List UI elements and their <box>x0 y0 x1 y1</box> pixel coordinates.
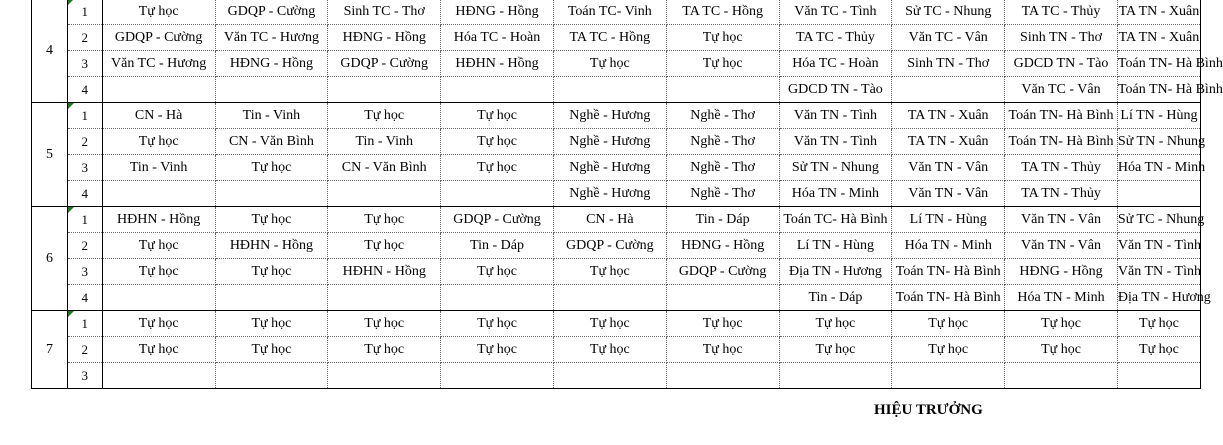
schedule-cell: Tự học <box>102 129 215 155</box>
schedule-cell: Nghề - Hương <box>553 103 666 129</box>
table-row <box>32 51 1201 77</box>
period-cell <box>67 0 102 25</box>
comment-marker-icon <box>68 103 74 109</box>
schedule-cell: HĐNG - Hồng <box>666 233 779 259</box>
schedule-cell: Tự học <box>1005 337 1118 363</box>
period-number: 3 <box>81 55 89 71</box>
schedule-cell: Toán TN- Hà Bình <box>892 285 1005 311</box>
schedule-cell: Văn TN - Tình <box>1117 259 1200 285</box>
table-row <box>32 77 1201 103</box>
schedule-cell <box>892 363 1005 389</box>
period-cell <box>67 285 102 311</box>
period-number: 1 <box>81 3 89 19</box>
schedule-cell: Tự học <box>441 129 554 155</box>
schedule-cell: Tự học <box>666 51 779 77</box>
table-row <box>32 155 1201 181</box>
schedule-cell <box>1005 363 1118 389</box>
schedule-cell: Văn TN - Vân <box>892 155 1005 181</box>
schedule-cell: Văn TN - Vân <box>1005 233 1118 259</box>
comment-marker-icon <box>68 0 74 5</box>
schedule-cell: Tự học <box>102 0 215 25</box>
schedule-cell: Toán TN- Hà Bình <box>1117 77 1200 103</box>
schedule-cell <box>1117 363 1200 389</box>
schedule-cell: Tự học <box>892 337 1005 363</box>
schedule-cell: Sử TC - Nhung <box>892 0 1005 25</box>
schedule-cell: HĐNG - Hồng <box>1005 259 1118 285</box>
schedule-cell: GDQP - Cường <box>102 25 215 51</box>
schedule-cell: Tự học <box>102 259 215 285</box>
schedule-cell <box>328 363 441 389</box>
schedule-cell: Tự học <box>328 103 441 129</box>
schedule-cell <box>328 285 441 311</box>
schedule-cell <box>1117 181 1200 207</box>
schedule-cell: HĐHN - Hồng <box>441 51 554 77</box>
schedule-cell: Sinh TN - Thơ <box>1005 25 1118 51</box>
schedule-cell: Tự học <box>328 337 441 363</box>
schedule-cell <box>441 363 554 389</box>
table-row <box>32 181 1201 207</box>
schedule-cell: Tự học <box>553 259 666 285</box>
schedule-cell: GDQP - Cường <box>441 207 554 233</box>
period-number: 2 <box>81 341 89 357</box>
schedule-cell <box>441 77 554 103</box>
schedule-cell: CN - Hà <box>102 103 215 129</box>
schedule-cell: CN - Hà <box>553 207 666 233</box>
schedule-cell: CN - Văn Bình <box>328 155 441 181</box>
schedule-cell: Hóa TC - Hoàn <box>441 25 554 51</box>
schedule-cell: HĐNG - Hồng <box>441 0 554 25</box>
schedule-cell <box>102 181 215 207</box>
schedule-cell: Toán TN- Hà Bình <box>892 259 1005 285</box>
period-number: 2 <box>81 29 89 45</box>
period-cell <box>67 337 102 363</box>
schedule-cell: GDCD TN - Tào <box>1005 51 1118 77</box>
period-cell <box>67 207 102 233</box>
schedule-cell <box>102 77 215 103</box>
period-cell <box>67 129 102 155</box>
schedule-cell: Tin - Dáp <box>779 285 892 311</box>
schedule-cell <box>102 285 215 311</box>
period-cell <box>67 155 102 181</box>
schedule-cell: TA TN - Xuân <box>1117 25 1200 51</box>
table-row <box>32 207 1201 233</box>
period-cell <box>67 77 102 103</box>
schedule-cell: Sử TN - Nhung <box>1117 129 1200 155</box>
schedule-cell: CN - Văn Bình <box>215 129 328 155</box>
schedule-cell: Toán TN- Hà Bình <box>1005 103 1118 129</box>
schedule-cell: HĐNG - Hồng <box>215 51 328 77</box>
schedule-cell: Địa TN - Hương <box>779 259 892 285</box>
schedule-cell: Sử TC - Nhung <box>1117 207 1200 233</box>
table-row <box>32 363 1201 389</box>
period-cell <box>67 25 102 51</box>
table-row <box>32 25 1201 51</box>
schedule-cell: Văn TC - Tình <box>779 0 892 25</box>
schedule-cell: TA TC - Hồng <box>553 25 666 51</box>
schedule-cell <box>215 285 328 311</box>
principal-signature-label: HIỆU TRƯỞNG <box>874 402 983 418</box>
schedule-cell: TA TN - Thủy <box>1005 181 1118 207</box>
schedule-cell: Tin - Vinh <box>215 103 328 129</box>
schedule-cell: TA TN - Xuân <box>892 129 1005 155</box>
schedule-cell: TA TN - Xuân <box>1117 0 1200 25</box>
schedule-cell: GDQP - Cường <box>215 0 328 25</box>
period-number: 3 <box>81 159 89 175</box>
schedule-cell: Tự học <box>102 311 215 337</box>
schedule-cell: Toán TN- Hà Bình <box>1005 129 1118 155</box>
schedule-cell: Văn TC - Vân <box>1005 77 1118 103</box>
schedule-cell: Tự học <box>441 155 554 181</box>
period-number: 4 <box>81 289 89 305</box>
schedule-cell: Văn TC - Vân <box>892 25 1005 51</box>
schedule-cell: Tự học <box>441 259 554 285</box>
schedule-cell <box>553 363 666 389</box>
schedule-cell: Văn TC - Hương <box>215 25 328 51</box>
timetable <box>31 0 1223 389</box>
table-row <box>32 0 1201 25</box>
schedule-cell: Hóa TN - Minh <box>1117 155 1200 181</box>
schedule-cell: Sinh TN - Thơ <box>892 51 1005 77</box>
schedule-cell: Tự học <box>666 311 779 337</box>
schedule-cell: TA TC - Hồng <box>666 0 779 25</box>
schedule-cell: Tự học <box>1117 337 1200 363</box>
schedule-cell: GDQP - Cường <box>666 259 779 285</box>
schedule-cell: Văn TC - Hương <box>102 51 215 77</box>
period-number: 2 <box>81 237 89 253</box>
table-row <box>32 259 1201 285</box>
schedule-cell: Tự học <box>892 311 1005 337</box>
schedule-cell: Tự học <box>553 337 666 363</box>
schedule-cell: Tin - Dáp <box>666 207 779 233</box>
day-cell: 7 <box>32 311 68 389</box>
schedule-cell: Văn TN - Tình <box>779 129 892 155</box>
schedule-cell: Tự học <box>328 233 441 259</box>
schedule-cell: Sinh TC - Thơ <box>328 0 441 25</box>
schedule-cell <box>666 285 779 311</box>
schedule-cell: Nghề - Thơ <box>666 103 779 129</box>
schedule-cell: Tự học <box>215 155 328 181</box>
period-cell <box>67 181 102 207</box>
period-number: 3 <box>81 367 89 383</box>
schedule-cell: Toán TN- Hà Bình <box>1117 51 1200 77</box>
schedule-cell: Hóa TN - Minh <box>779 181 892 207</box>
period-number: 2 <box>81 133 89 149</box>
schedule-cell <box>328 77 441 103</box>
schedule-cell: Hóa TN - Minh <box>1005 285 1118 311</box>
table-row <box>32 337 1201 363</box>
period-number: 1 <box>81 315 89 331</box>
schedule-cell: TA TC - Thủy <box>779 25 892 51</box>
schedule-cell: Tự học <box>215 207 328 233</box>
schedule-cell: Hóa TN - Minh <box>892 233 1005 259</box>
schedule-cell: Nghề - Thơ <box>666 129 779 155</box>
schedule-cell: Nghề - Hương <box>553 181 666 207</box>
schedule-cell: HĐHN - Hồng <box>328 259 441 285</box>
schedule-cell: Tin - Vinh <box>328 129 441 155</box>
table-row <box>32 129 1201 155</box>
schedule-cell: Tự học <box>779 337 892 363</box>
schedule-cell: Tự học <box>1005 311 1118 337</box>
period-cell <box>67 259 102 285</box>
schedule-cell: Tự học <box>215 337 328 363</box>
schedule-cell: Địa TN - Hương <box>1117 285 1200 311</box>
schedule-cell: Tự học <box>666 25 779 51</box>
period-cell <box>67 363 102 389</box>
schedule-cell: Nghề - Thơ <box>666 181 779 207</box>
period-number: 1 <box>81 107 89 123</box>
schedule-cell: TA TN - Xuân <box>892 103 1005 129</box>
schedule-cell <box>441 285 554 311</box>
schedule-cell: HĐHN - Hồng <box>102 207 215 233</box>
period-cell <box>67 51 102 77</box>
schedule-cell: Tự học <box>102 233 215 259</box>
schedule-cell <box>215 77 328 103</box>
schedule-cell <box>779 363 892 389</box>
period-cell <box>67 233 102 259</box>
comment-marker-icon <box>68 207 74 213</box>
schedule-cell: Tự học <box>215 259 328 285</box>
schedule-cell: Tự học <box>441 337 554 363</box>
table-row <box>32 233 1201 259</box>
schedule-cell <box>215 181 328 207</box>
period-cell <box>67 311 102 337</box>
schedule-cell: Văn TN - Vân <box>892 181 1005 207</box>
schedule-cell: Nghề - Thơ <box>666 155 779 181</box>
schedule-cell <box>666 77 779 103</box>
schedule-cell: Toán TC- Hà Bình <box>779 207 892 233</box>
table-row <box>32 103 1201 129</box>
period-number: 1 <box>81 211 89 227</box>
schedule-cell: Tin - Vinh <box>102 155 215 181</box>
schedule-cell: HĐNG - Hồng <box>328 25 441 51</box>
day-cell: 6 <box>32 207 68 311</box>
schedule-cell: TA TN - Thủy <box>1005 155 1118 181</box>
day-cell: 5 <box>32 103 68 207</box>
schedule-cell: Tự học <box>553 311 666 337</box>
schedule-cell: Toán TC- Vinh <box>553 0 666 25</box>
schedule-cell: Nghề - Hương <box>553 155 666 181</box>
schedule-cell: Văn TN - Vân <box>1005 207 1118 233</box>
schedule-cell: Hóa TC - Hoàn <box>779 51 892 77</box>
schedule-cell: Văn TN - Tình <box>779 103 892 129</box>
schedule-cell: Sử TN - Nhung <box>779 155 892 181</box>
day-cell: 4 <box>32 0 68 103</box>
schedule-cell: Tự học <box>441 311 554 337</box>
table-row <box>32 285 1201 311</box>
schedule-cell: Nghề - Hương <box>553 129 666 155</box>
schedule-cell: TA TC - Thủy <box>1005 0 1118 25</box>
schedule-cell: Tự học <box>779 311 892 337</box>
schedule-cell <box>553 77 666 103</box>
schedule-cell: Lí TN - Hùng <box>1117 103 1200 129</box>
schedule-cell: Tin - Dáp <box>441 233 554 259</box>
schedule-cell: HĐHN - Hồng <box>215 233 328 259</box>
schedule-cell: Tự học <box>102 337 215 363</box>
schedule-cell <box>102 363 215 389</box>
schedule-cell: Tự học <box>328 311 441 337</box>
schedule-cell <box>666 363 779 389</box>
schedule-cell: GDQP - Cường <box>328 51 441 77</box>
schedule-cell <box>441 181 554 207</box>
schedule-cell <box>892 77 1005 103</box>
schedule-cell: Lí TN - Hùng <box>892 207 1005 233</box>
schedule-cell: Lí TN - Hùng <box>779 233 892 259</box>
period-number: 4 <box>81 81 89 97</box>
schedule-cell: Tự học <box>441 103 554 129</box>
schedule-cell <box>215 363 328 389</box>
period-number: 4 <box>81 185 89 201</box>
schedule-cell: Tự học <box>1117 311 1200 337</box>
period-number: 3 <box>81 263 89 279</box>
schedule-cell: Tự học <box>666 337 779 363</box>
schedule-cell: GDQP - Cường <box>553 233 666 259</box>
period-cell <box>67 103 102 129</box>
schedule-cell: GDCD TN - Tào <box>779 77 892 103</box>
schedule-cell: Văn TN - Tình <box>1117 233 1200 259</box>
schedule-cell: Tự học <box>215 311 328 337</box>
schedule-cell <box>328 181 441 207</box>
schedule-cell: Tự học <box>328 207 441 233</box>
schedule-cell <box>553 285 666 311</box>
comment-marker-icon <box>68 311 74 317</box>
schedule-cell: Tự học <box>553 51 666 77</box>
table-row <box>32 311 1201 337</box>
